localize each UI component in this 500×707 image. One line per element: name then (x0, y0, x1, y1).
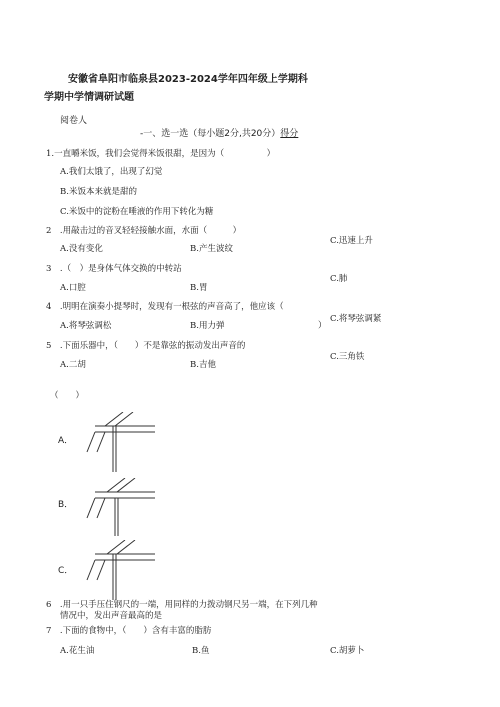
section-score-label: 得分 (280, 129, 299, 139)
q5-stem: 5 .下面乐器中，（ ）不是靠弦的振动发出声音的 (46, 341, 246, 351)
q6-stem-line2: 情况中，发出声音最高的是 (60, 611, 163, 621)
q3-stem: 3 .（ ）是身体气体交换的中转站 (46, 264, 182, 274)
q1-option-a: A.我们太饿了，出现了幻觉 (60, 167, 163, 177)
section-heading-text: -一、选一选（每小题2分,共20分） (140, 129, 281, 139)
q4-stem-end: ） (318, 321, 327, 331)
q7-option-c: C.胡萝卜 (330, 646, 365, 656)
q6-answer-paren: （ ） (50, 391, 85, 401)
title-line-2: 学期中学情调研试题 (44, 92, 134, 103)
q6-figure-label-a: A． (58, 436, 74, 446)
q5-option-b: B.吉他 (190, 360, 216, 370)
q3-option-c: C.肺 (330, 274, 348, 284)
q7-option-a: A.花生油 (60, 646, 95, 656)
ruler-figure-a (85, 412, 165, 472)
title-line-1: 安徽省阜阳市临泉县2023-2024学年四年级上学期科 (68, 74, 308, 85)
q1-option-b: B.米饭本来就是甜的 (60, 187, 137, 197)
q4-stem: 4 .明明在演奏小提琴时，发现有一根弦的声音高了，他应该（ (46, 302, 284, 312)
reviewer-label: 阅卷人 (60, 116, 88, 126)
q3-option-a: A.口腔 (60, 283, 86, 293)
q5-option-c: C.三角铁 (330, 352, 365, 362)
q6-stem: 6 .用一只手压住钢尺的一端，用同样的力拨动钢尺另一端，在下列几种 (46, 600, 318, 610)
q1-option-c: C.米饭中的淀粉在唾液的作用下转化为糖 (60, 207, 214, 217)
q6-figure-label-b: B． (58, 500, 74, 510)
q7-option-b: B.鱼 (192, 646, 210, 656)
q4-option-c: C.将琴弦调紧 (330, 314, 382, 324)
q6-figure-label-c: C． (58, 566, 74, 576)
q7-stem: 7 .下面的食物中，（ ）含有丰富的脂肪 (46, 626, 212, 636)
q2-option-b: B.产生波纹 (190, 244, 233, 254)
q2-option-c: C.迅速上升 (330, 236, 373, 246)
ruler-figure-c (85, 540, 165, 600)
q5-option-a: A.二胡 (60, 360, 86, 370)
q4-option-a: A.将琴弦调松 (60, 321, 112, 331)
section-heading (140, 129, 298, 140)
ruler-figure-b (85, 478, 165, 538)
q2-stem: 2 .用敲击过的音叉轻轻接触水面，水面（ ） (46, 226, 242, 236)
q4-option-b: B.用力弹 (190, 321, 225, 331)
q3-option-b: B.胃 (190, 283, 208, 293)
q2-option-a: A.没有变化 (60, 244, 103, 254)
q1-stem: 1.一直嚼米饭，我们会觉得米饭很甜，是因为（ ） (46, 149, 276, 159)
